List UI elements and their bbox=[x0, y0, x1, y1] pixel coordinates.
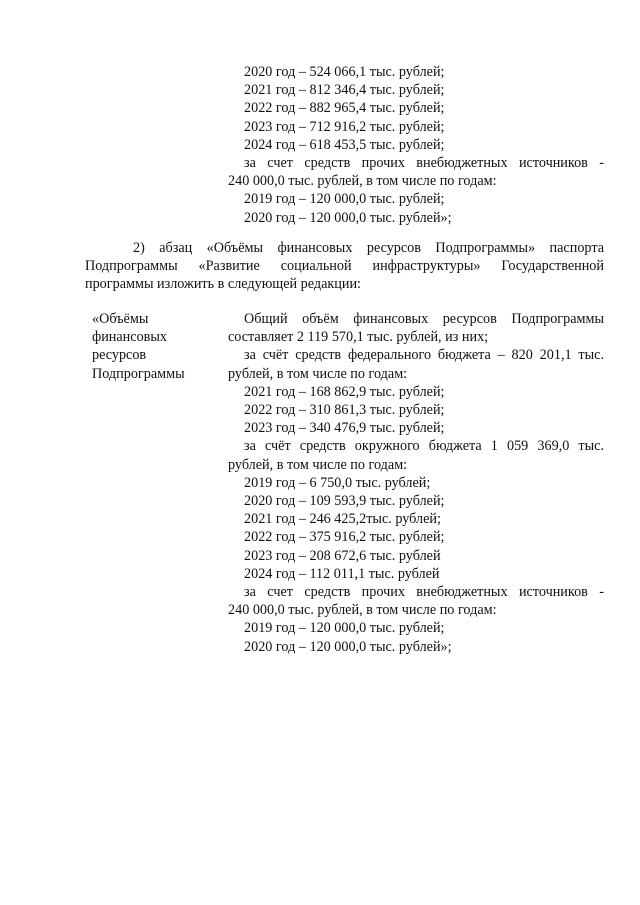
text-line: 240 000,0 тыс. рублей, в том числе по годам: bbox=[228, 173, 497, 190]
text-line: за счёт средств федерального бюджета – 820 201,1 тыс. bbox=[244, 347, 604, 364]
label-line: финансовых bbox=[92, 329, 167, 346]
funding-label-cell bbox=[92, 310, 222, 383]
label-line: Подпрограммы bbox=[92, 365, 185, 382]
text-line: 2023 год – 340 476,9 тыс. рублей; bbox=[244, 420, 445, 437]
text-line: за счёт средств окружного бюджета 1 059 369,0 тыс. bbox=[244, 438, 604, 455]
text-line: 2019 год – 120 000,0 тыс. рублей; bbox=[244, 191, 445, 208]
text-line: 2023 год – 208 672,6 тыс. рублей bbox=[244, 547, 441, 564]
text-line: за счет средств прочих внебюджетных источников - bbox=[244, 155, 604, 172]
label-line: ресурсов bbox=[92, 347, 147, 364]
text-line: рублей, в том числе по годам: bbox=[228, 365, 408, 382]
text-line: 2021 год – 812 346,4 тыс. рублей; bbox=[244, 82, 445, 99]
text-line: 2019 год – 120 000,0 тыс. рублей; bbox=[244, 620, 445, 637]
text-line: 2023 год – 712 916,2 тыс. рублей; bbox=[244, 118, 445, 135]
text-line: за счет средств прочих внебюджетных источников - bbox=[244, 584, 604, 601]
text-line: Подпрограммы «Развитие социальной инфраструктуры» Государственной bbox=[85, 258, 604, 275]
label-line: «Объёмы bbox=[92, 311, 149, 327]
text-line: рублей, в том числе по годам: bbox=[228, 456, 408, 473]
funding-value-cell bbox=[228, 310, 604, 656]
text-line: 2020 год – 109 593,9 тыс. рублей; bbox=[244, 493, 445, 510]
text-line: 2021 год – 246 425,2тыс. рублей; bbox=[244, 511, 441, 528]
text-line: составляет 2 119 570,1 тыс. рублей, из них; bbox=[228, 329, 489, 346]
text-line: 2022 год – 882 965,4 тыс. рублей; bbox=[244, 100, 445, 117]
text-line: 2024 год – 112 011,1 тыс. рублей bbox=[244, 565, 440, 582]
text-line: 2021 год – 168 862,9 тыс. рублей; bbox=[244, 383, 445, 400]
funding-years-block bbox=[228, 63, 604, 227]
text-line: 2) абзац «Объёмы финансовых ресурсов Подпрограммы» паспорта bbox=[133, 240, 604, 256]
text-line: 2020 год – 120 000,0 тыс. рублей»; bbox=[244, 638, 452, 655]
text-line: 2020 год – 120 000,0 тыс. рублей»; bbox=[244, 209, 452, 226]
text-line: программы изложить в следующей редакции: bbox=[85, 276, 361, 293]
text-line: 2024 год – 618 453,5 тыс. рублей; bbox=[244, 136, 445, 153]
text-line: 2020 год – 524 066,1 тыс. рублей; bbox=[244, 64, 445, 80]
text-line: 2022 год – 375 916,2 тыс. рублей; bbox=[244, 529, 445, 546]
text-line: 2019 год – 6 750,0 тыс. рублей; bbox=[244, 474, 431, 491]
text-line: 2022 год – 310 861,3 тыс. рублей; bbox=[244, 402, 445, 419]
text-line: Общий объём финансовых ресурсов Подпрограммы bbox=[244, 311, 604, 327]
amendment-paragraph bbox=[85, 239, 604, 294]
text-line: 240 000,0 тыс. рублей, в том числе по годам: bbox=[228, 602, 497, 619]
